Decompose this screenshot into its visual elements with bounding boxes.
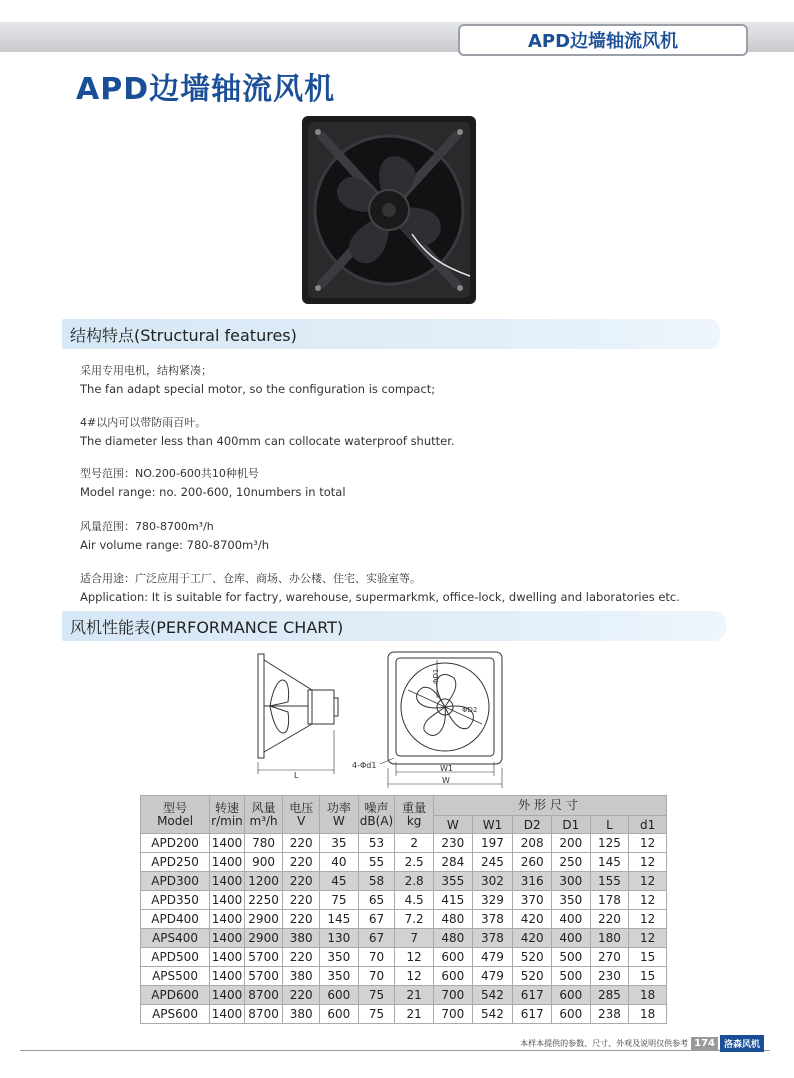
table-cell: 12 xyxy=(629,929,667,948)
table-cell: 350 xyxy=(320,967,359,986)
table-cell: 145 xyxy=(320,910,359,929)
table-cell: 316 xyxy=(513,872,552,891)
table-cell: 55 xyxy=(358,853,395,872)
table-cell: 380 xyxy=(283,967,320,986)
header-noise: 噪声 dB(A) xyxy=(358,796,395,834)
feature-4-cn: 风量范围：780-8700m³/h xyxy=(80,520,214,533)
section-structural-features: 结构特点(Structural features) xyxy=(62,319,720,349)
feature-2-en: The diameter less than 400mm can collocate waterproof shutter. xyxy=(80,434,455,448)
table-cell: 542 xyxy=(472,986,513,1005)
table-cell: 8700 xyxy=(244,986,283,1005)
table-cell: 65 xyxy=(358,891,395,910)
table-cell: 600 xyxy=(551,986,590,1005)
table-cell: APS400 xyxy=(141,929,210,948)
table-cell: 520 xyxy=(513,967,552,986)
table-cell: 600 xyxy=(320,1005,359,1024)
table-cell: 378 xyxy=(472,910,513,929)
table-cell: 70 xyxy=(358,948,395,967)
feature-1-cn: 采用专用电机，结构紧凑； xyxy=(80,364,212,377)
table-cell: APD200 xyxy=(141,834,210,853)
table-cell: 2250 xyxy=(244,891,283,910)
table-cell: 220 xyxy=(283,910,320,929)
feature-1-en: The fan adapt special motor, so the configuration is compact; xyxy=(80,382,436,396)
table-cell: 1400 xyxy=(210,929,245,948)
table-cell: 415 xyxy=(433,891,472,910)
table-cell: 7.2 xyxy=(395,910,434,929)
table-cell: 302 xyxy=(472,872,513,891)
table-cell: 479 xyxy=(472,967,513,986)
table-cell: 12 xyxy=(395,967,434,986)
table-cell: 380 xyxy=(283,1005,320,1024)
table-cell: 350 xyxy=(551,891,590,910)
feature-4-en: Air volume range: 780-8700m³/h xyxy=(80,538,270,552)
table-cell: 700 xyxy=(433,1005,472,1024)
table-cell: 21 xyxy=(395,986,434,1005)
table-cell: 12 xyxy=(629,853,667,872)
table-cell: 75 xyxy=(358,1005,395,1024)
header-dim-d2: D2 xyxy=(513,816,552,834)
table-cell: 12 xyxy=(395,948,434,967)
table-row xyxy=(141,872,667,891)
label-D1: ΦD1 xyxy=(432,668,440,684)
table-row xyxy=(141,834,667,853)
table-cell: 75 xyxy=(320,891,359,910)
feature-3-en: Model range: no. 200-600, 10numbers in total xyxy=(80,485,346,499)
table-cell: 155 xyxy=(590,872,629,891)
table-cell: 284 xyxy=(433,853,472,872)
feature-2-cn: 4#以内可以带防雨百叶。 xyxy=(80,416,207,429)
table-cell: 8700 xyxy=(244,1005,283,1024)
table-cell: 617 xyxy=(513,986,552,1005)
header-voltage: 电压 V xyxy=(283,796,320,834)
table-cell: 1400 xyxy=(210,967,245,986)
table-row xyxy=(141,910,667,929)
table-cell: 12 xyxy=(629,872,667,891)
table-cell: 45 xyxy=(320,872,359,891)
table-cell: 220 xyxy=(283,891,320,910)
technical-drawings xyxy=(240,650,540,792)
footer xyxy=(520,1035,764,1052)
side-view-drawing xyxy=(258,654,338,774)
table-cell: 230 xyxy=(590,967,629,986)
table-row xyxy=(141,986,667,1005)
table-cell: 12 xyxy=(629,834,667,853)
table-row xyxy=(141,1005,667,1024)
label-L: L xyxy=(294,771,299,780)
footer-brand: 洛森风机 xyxy=(720,1035,764,1052)
table-cell: 35 xyxy=(320,834,359,853)
table-cell: 350 xyxy=(320,948,359,967)
table-cell: 285 xyxy=(590,986,629,1005)
table-cell: 260 xyxy=(513,853,552,872)
table-cell: 542 xyxy=(472,1005,513,1024)
table-cell: 180 xyxy=(590,929,629,948)
header-speed: 转速 r/min xyxy=(210,796,245,834)
label-W: W xyxy=(442,776,450,785)
table-cell: 1400 xyxy=(210,910,245,929)
table-cell: 58 xyxy=(358,872,395,891)
table-cell: 617 xyxy=(513,1005,552,1024)
table-header-cn xyxy=(141,796,667,816)
feature-5 xyxy=(80,570,680,606)
feature-5-cn: 适合用途：广泛应用于工厂、仓库、商场、办公楼、住宅、实验室等。 xyxy=(80,572,421,585)
table-cell: 420 xyxy=(513,910,552,929)
table-cell: 1400 xyxy=(210,1005,245,1024)
table-cell: 2.8 xyxy=(395,872,434,891)
table-cell: 1400 xyxy=(210,853,245,872)
section-performance-chart: 风机性能表(PERFORMANCE CHART) xyxy=(62,611,726,641)
table-cell: 245 xyxy=(472,853,513,872)
table-cell: 18 xyxy=(629,986,667,1005)
table-cell: 2 xyxy=(395,834,434,853)
table-cell: 12 xyxy=(629,910,667,929)
table-cell: APD250 xyxy=(141,853,210,872)
table-cell: APS500 xyxy=(141,967,210,986)
table-cell: 178 xyxy=(590,891,629,910)
table-cell: 400 xyxy=(551,910,590,929)
table-cell: 370 xyxy=(513,891,552,910)
fan-photo xyxy=(302,116,476,304)
table-cell: 300 xyxy=(551,872,590,891)
table-cell: APD300 xyxy=(141,872,210,891)
header-dimensions: 外形尺寸 xyxy=(433,796,666,816)
table-cell: 479 xyxy=(472,948,513,967)
table-cell: 220 xyxy=(283,853,320,872)
header-weight: 重量 kg xyxy=(395,796,434,834)
table-cell: 208 xyxy=(513,834,552,853)
table-cell: 2900 xyxy=(244,910,283,929)
table-cell: 1400 xyxy=(210,872,245,891)
table-cell: 220 xyxy=(283,872,320,891)
table-cell: 18 xyxy=(629,1005,667,1024)
table-cell: 220 xyxy=(283,948,320,967)
header-airflow: 风量 m³/h xyxy=(244,796,283,834)
table-cell: 500 xyxy=(551,948,590,967)
feature-5-en: Application: It is suitable for factry, warehouse, supermarkmk, office-lock, dwelling and laboratories etc. xyxy=(80,590,680,604)
label-d1: 4-Φd1 xyxy=(352,761,377,770)
feature-1 xyxy=(80,362,435,398)
table-cell: APS600 xyxy=(141,1005,210,1024)
feature-3 xyxy=(80,465,346,501)
table-row xyxy=(141,929,667,948)
table-cell: 378 xyxy=(472,929,513,948)
table-cell: 380 xyxy=(283,929,320,948)
table-cell: 40 xyxy=(320,853,359,872)
table-cell: 220 xyxy=(283,986,320,1005)
table-cell: 250 xyxy=(551,853,590,872)
label-W1: W1 xyxy=(440,764,453,773)
table-cell: APD350 xyxy=(141,891,210,910)
table-cell: 200 xyxy=(551,834,590,853)
table-cell: 5700 xyxy=(244,948,283,967)
table-cell: 220 xyxy=(283,834,320,853)
table-cell: 480 xyxy=(433,929,472,948)
table-cell: 600 xyxy=(320,986,359,1005)
table-cell: 420 xyxy=(513,929,552,948)
table-cell: 5700 xyxy=(244,967,283,986)
table-cell: APD500 xyxy=(141,948,210,967)
table-cell: 600 xyxy=(551,1005,590,1024)
table-cell: 4.5 xyxy=(395,891,434,910)
table-cell: 2900 xyxy=(244,929,283,948)
table-cell: 238 xyxy=(590,1005,629,1024)
table-cell: 900 xyxy=(244,853,283,872)
header-tab-title: APD边墙轴流风机 xyxy=(458,24,748,56)
table-cell: 220 xyxy=(590,910,629,929)
table-cell: 197 xyxy=(472,834,513,853)
table-cell: 700 xyxy=(433,986,472,1005)
table-cell: 12 xyxy=(629,891,667,910)
feature-3-cn: 型号范围：NO.200-600共10种机号 xyxy=(80,467,259,480)
table-cell: 600 xyxy=(433,948,472,967)
header-dim-w1: W1 xyxy=(472,816,513,834)
table-cell: 2.5 xyxy=(395,853,434,872)
header-dim-l: L xyxy=(590,816,629,834)
table-row xyxy=(141,948,667,967)
feature-2 xyxy=(80,414,455,450)
table-row xyxy=(141,853,667,872)
table-cell: 1400 xyxy=(210,891,245,910)
table-cell: 145 xyxy=(590,853,629,872)
footer-note: 本样本提供的参数、尺寸、外观及说明仅供参考 xyxy=(520,1039,689,1048)
header-model: 型号 Model xyxy=(141,796,210,834)
table-cell: 53 xyxy=(358,834,395,853)
page-number: 174 xyxy=(691,1037,718,1050)
table-cell: 230 xyxy=(433,834,472,853)
header-dim-d1: d1 xyxy=(629,816,667,834)
table-cell: 520 xyxy=(513,948,552,967)
table-cell: APD600 xyxy=(141,986,210,1005)
table-cell: 780 xyxy=(244,834,283,853)
table-cell: APD400 xyxy=(141,910,210,929)
table-cell: 1200 xyxy=(244,872,283,891)
table-cell: 480 xyxy=(433,910,472,929)
table-cell: 75 xyxy=(358,986,395,1005)
table-cell: 15 xyxy=(629,967,667,986)
table-cell: 270 xyxy=(590,948,629,967)
table-cell: 15 xyxy=(629,948,667,967)
table-cell: 1400 xyxy=(210,986,245,1005)
label-D2: ΦD2 xyxy=(462,706,478,714)
table-cell: 130 xyxy=(320,929,359,948)
header-power: 功率 W xyxy=(320,796,359,834)
table-cell: 500 xyxy=(551,967,590,986)
table-cell: 1400 xyxy=(210,834,245,853)
header-dim-d1: D1 xyxy=(551,816,590,834)
table-cell: 1400 xyxy=(210,948,245,967)
table-cell: 329 xyxy=(472,891,513,910)
page-title: APD边墙轴流风机 xyxy=(76,72,336,107)
table-cell: 21 xyxy=(395,1005,434,1024)
table-cell: 67 xyxy=(358,929,395,948)
table-cell: 125 xyxy=(590,834,629,853)
table-cell: 600 xyxy=(433,967,472,986)
table-cell: 400 xyxy=(551,929,590,948)
feature-4 xyxy=(80,518,269,554)
table-cell: 70 xyxy=(358,967,395,986)
table-row xyxy=(141,967,667,986)
header-dim-w: W xyxy=(433,816,472,834)
table-cell: 355 xyxy=(433,872,472,891)
performance-table xyxy=(140,795,667,1024)
table-cell: 7 xyxy=(395,929,434,948)
table-row xyxy=(141,891,667,910)
table-cell: 67 xyxy=(358,910,395,929)
